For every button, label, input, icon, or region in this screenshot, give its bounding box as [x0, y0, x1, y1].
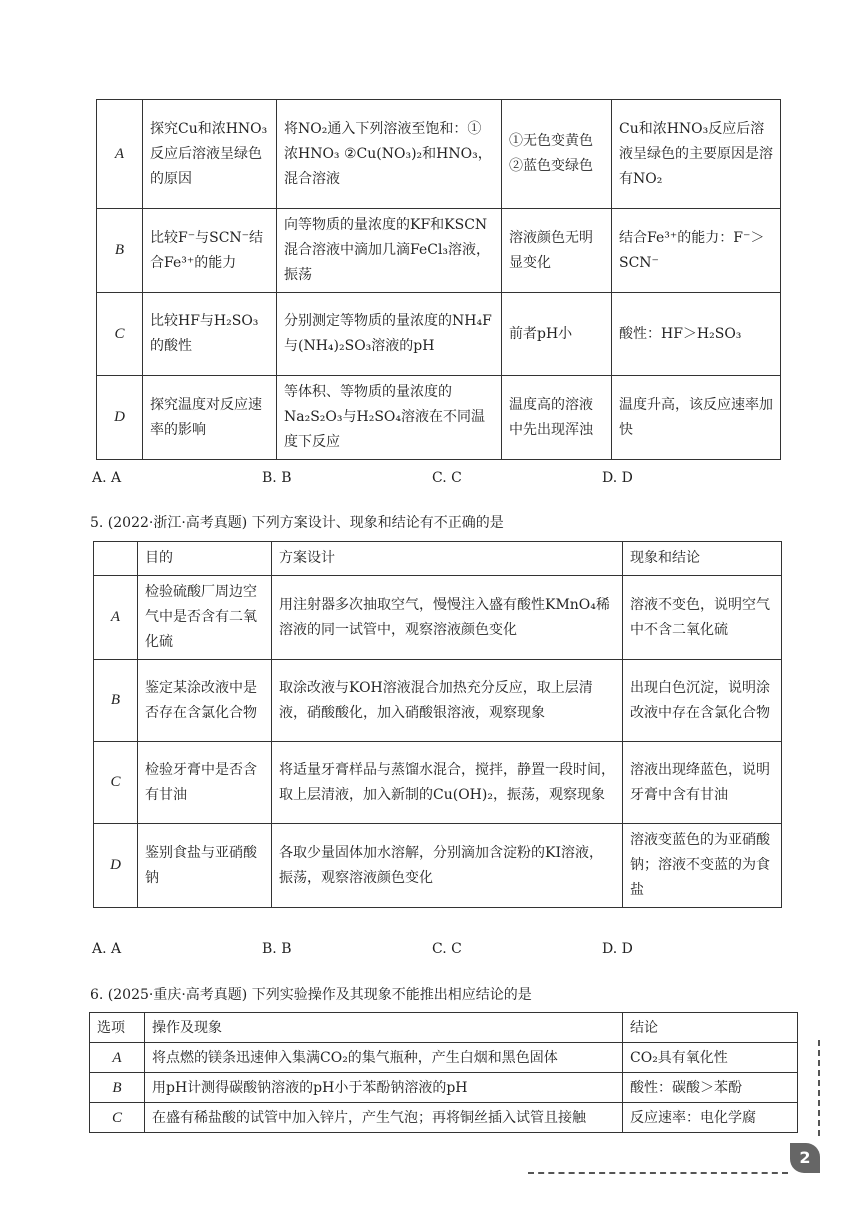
row-label: C — [94, 742, 138, 824]
method-cell: 将NO₂通入下列溶液至饱和：①浓HNO₃ ②Cu(NO₃)₂和HNO₃，混合溶液 — [277, 100, 502, 209]
page-edge-dashed-line — [818, 1040, 820, 1136]
header-option: 选项 — [90, 1013, 145, 1043]
table-row — [90, 1073, 798, 1103]
operation-cell: 将点燃的镁条迅速伸入集满CO₂的集气瓶种，产生白烟和黑色固体 — [145, 1043, 623, 1073]
option-c[interactable]: C. C — [432, 470, 462, 486]
row-label: A — [97, 100, 143, 209]
conclusion-cell: 结合Fe³⁺的能力：F⁻＞SCN⁻ — [612, 209, 781, 293]
answer-options-q4 — [92, 470, 792, 494]
table-row — [97, 209, 781, 293]
option-b[interactable]: B. B — [262, 941, 292, 957]
purpose-cell: 探究Cu和浓HNO₃反应后溶液呈绿色的原因 — [143, 100, 277, 209]
conclusion-cell: 溶液变蓝色的为亚硝酸钠；溶液不变蓝的为食盐 — [623, 824, 782, 908]
header-blank — [94, 542, 138, 576]
page-bottom-dashed-line — [528, 1172, 788, 1174]
table-q5 — [93, 541, 782, 908]
row-label: D — [97, 376, 143, 460]
table-row — [97, 376, 781, 460]
answer-options-q5 — [92, 941, 792, 965]
table-header-row — [94, 542, 782, 576]
method-cell: 用注射器多次抽取空气，慢慢注入盛有酸性KMnO₄稀溶液的同一试管中，观察溶液颜色变化 — [272, 576, 623, 660]
purpose-cell: 鉴别食盐与亚硝酸钠 — [138, 824, 272, 908]
table-header-row — [90, 1013, 798, 1043]
header-conclusion: 现象和结论 — [623, 542, 782, 576]
conclusion-cell: CO₂具有氧化性 — [623, 1043, 798, 1073]
method-cell: 将适量牙膏样品与蒸馏水混合，搅拌，静置一段时间，取上层清液，加入新制的Cu(OH)₂，振荡，观察现象 — [272, 742, 623, 824]
table-row — [94, 576, 782, 660]
table-row — [90, 1043, 798, 1073]
question-5-title: 5. (2022·浙江·高考真题) 下列方案设计、现象和结论有不正确的是 — [90, 515, 504, 531]
row-label: D — [94, 824, 138, 908]
table-row — [97, 293, 781, 376]
table-row — [90, 1103, 798, 1133]
row-label: C — [97, 293, 143, 376]
conclusion-cell: 溶液出现绛蓝色，说明牙膏中含有甘油 — [623, 742, 782, 824]
table-q6 — [89, 1012, 798, 1133]
question-6-title: 6. (2025·重庆·高考真题) 下列实验操作及其现象不能推出相应结论的是 — [90, 987, 532, 1003]
conclusion-cell: 出现白色沉淀，说明涂改液中存在含氯化合物 — [623, 660, 782, 742]
row-label: C — [90, 1103, 145, 1133]
conclusion-cell: 溶液不变色，说明空气中不含二氧化硫 — [623, 576, 782, 660]
table-row — [97, 100, 781, 209]
purpose-cell: 鉴定某涂改液中是否存在含氯化合物 — [138, 660, 272, 742]
operation-cell: 用pH计测得碳酸钠溶液的pH小于苯酚钠溶液的pH — [145, 1073, 623, 1103]
header-method: 方案设计 — [272, 542, 623, 576]
phenomenon-cell: 溶液颜色无明显变化 — [502, 209, 612, 293]
phenomenon-cell: 温度高的溶液中先出现浑浊 — [502, 376, 612, 460]
conclusion-cell: 反应速率：电化学腐 — [623, 1103, 798, 1133]
purpose-cell: 探究温度对反应速率的影响 — [143, 376, 277, 460]
row-label: B — [94, 660, 138, 742]
conclusion-cell: 温度升高，该反应速率加快 — [612, 376, 781, 460]
option-d[interactable]: D. D — [602, 941, 633, 957]
method-cell: 取涂改液与KOH溶液混合加热充分反应，取上层清液，硝酸酸化，加入硝酸银溶液，观察现象 — [272, 660, 623, 742]
purpose-cell: 检验硫酸厂周边空气中是否含有二氧化硫 — [138, 576, 272, 660]
option-a[interactable]: A. A — [92, 941, 122, 957]
conclusion-cell: 酸性：碳酸＞苯酚 — [623, 1073, 798, 1103]
phenomenon-cell: 前者pH小 — [502, 293, 612, 376]
method-cell: 各取少量固体加水溶解，分别滴加含淀粉的KI溶液，振荡，观察溶液颜色变化 — [272, 824, 623, 908]
purpose-cell: 比较F⁻与SCN⁻结合Fe³⁺的能力 — [143, 209, 277, 293]
phenomenon-cell: ①无色变黄色 ②蓝色变绿色 — [502, 100, 612, 209]
header-conclusion: 结论 — [623, 1013, 798, 1043]
method-cell: 向等物质的量浓度的KF和KSCN混合溶液中滴加几滴FeCl₃溶液，振荡 — [277, 209, 502, 293]
header-operation: 操作及现象 — [145, 1013, 623, 1043]
option-d[interactable]: D. D — [602, 470, 633, 486]
row-label: B — [90, 1073, 145, 1103]
option-b[interactable]: B. B — [262, 470, 292, 486]
row-label: A — [94, 576, 138, 660]
table-row — [94, 742, 782, 824]
purpose-cell: 比较HF与H₂SO₃的酸性 — [143, 293, 277, 376]
header-purpose: 目的 — [138, 542, 272, 576]
page-number-badge: 2 — [790, 1143, 820, 1173]
method-cell: 分别测定等物质的量浓度的NH₄F与(NH₄)₂SO₃溶液的pH — [277, 293, 502, 376]
purpose-cell: 检验牙膏中是否含有甘油 — [138, 742, 272, 824]
table-row — [94, 824, 782, 908]
conclusion-cell: 酸性：HF＞H₂SO₃ — [612, 293, 781, 376]
option-a[interactable]: A. A — [92, 470, 122, 486]
option-c[interactable]: C. C — [432, 941, 462, 957]
method-cell: 等体积、等物质的量浓度的Na₂S₂O₃与H₂SO₄溶液在不同温度下反应 — [277, 376, 502, 460]
row-label: B — [97, 209, 143, 293]
operation-cell: 在盛有稀盐酸的试管中加入锌片，产生气泡；再将铜丝插入试管且接触 — [145, 1103, 623, 1133]
table-q4 — [96, 99, 781, 460]
table-row — [94, 660, 782, 742]
row-label: A — [90, 1043, 145, 1073]
conclusion-cell: Cu和浓HNO₃反应后溶液呈绿色的主要原因是溶有NO₂ — [612, 100, 781, 209]
